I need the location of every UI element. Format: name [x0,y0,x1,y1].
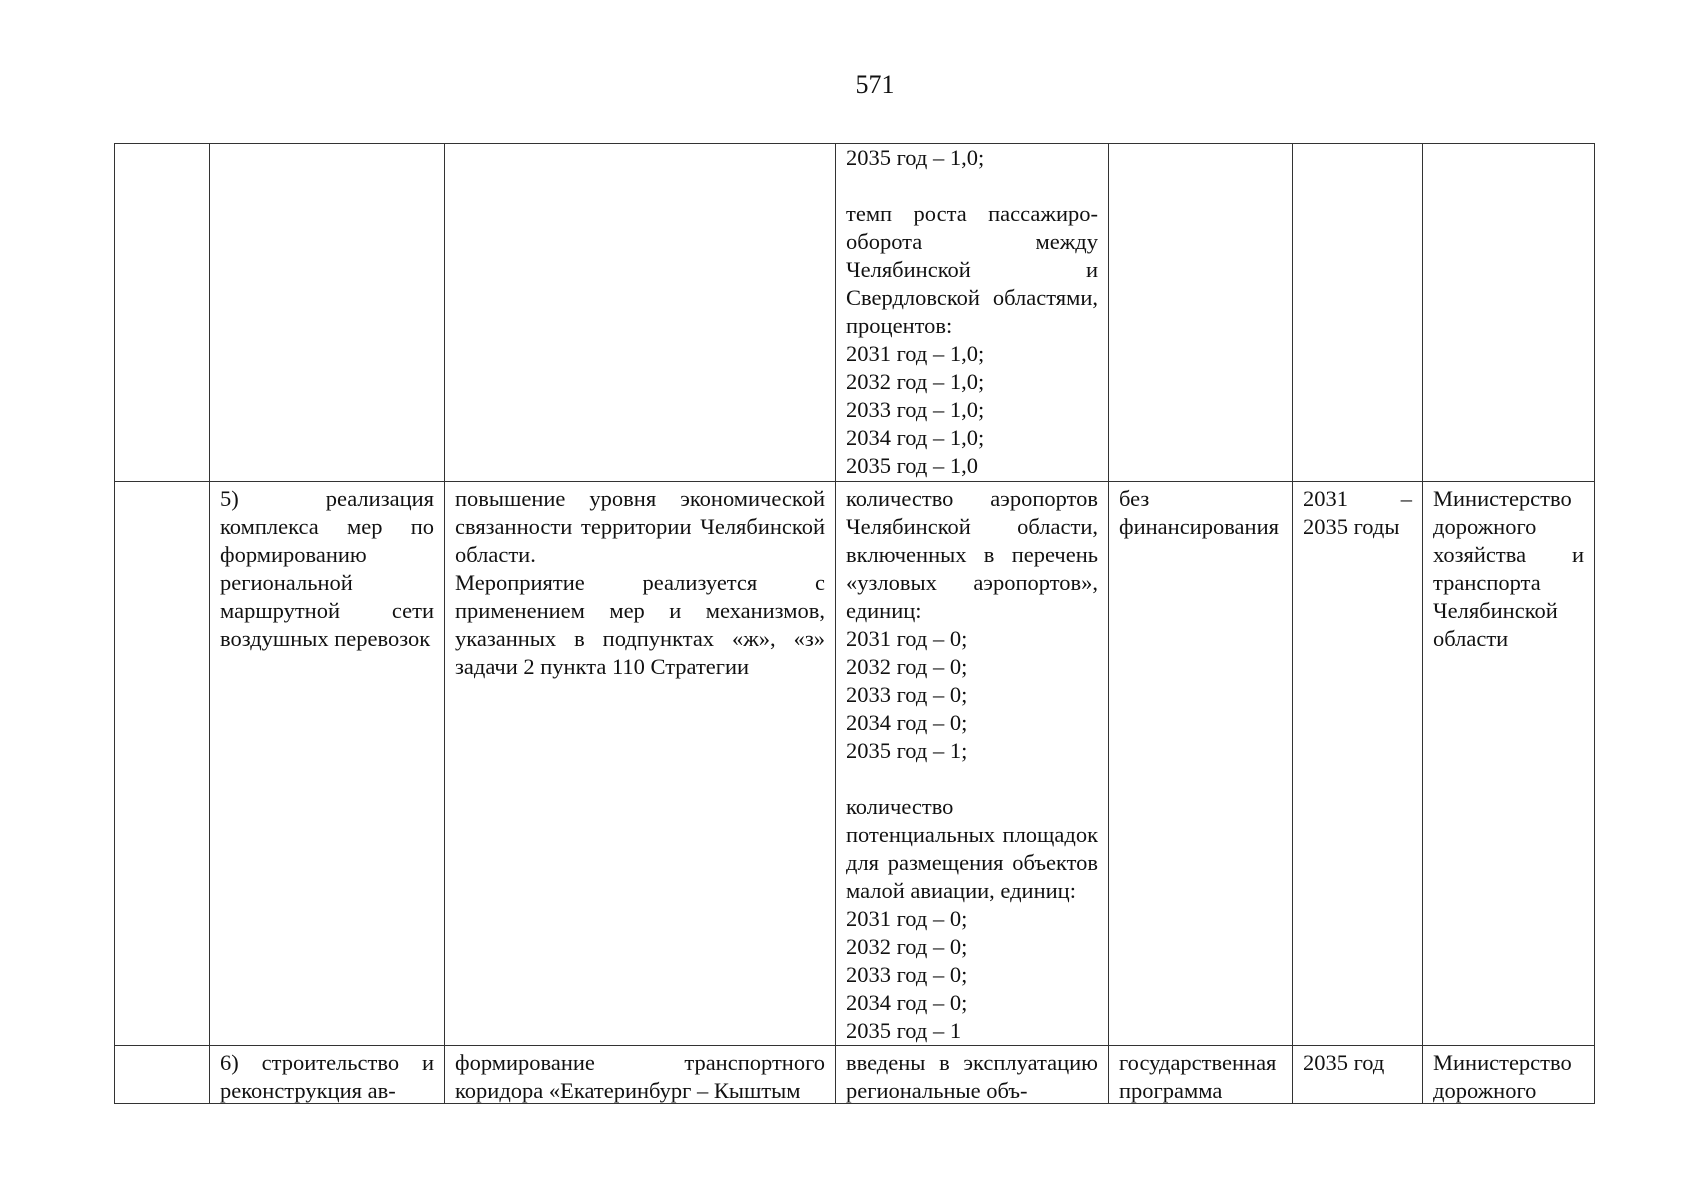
blank-line [846,765,1098,793]
indicator-value: 2035 год – 1 [846,1018,962,1043]
funding-text: без финансирования [1119,486,1279,539]
event-text: 5) реализация комплекса мер по формированию региональной маршрутной сети воздушных перевозок [220,486,434,651]
indicator-title: темп роста пассажиро-оборота между Челябинской и Свердловской областями, процентов: [846,201,1098,338]
cell-event [210,482,445,1046]
executor-text: Министерство дорожного хозяйства и транспорта Челябинской области [1433,486,1584,651]
indicator-title: введены в эксплуатацию региональные объ- [846,1050,1098,1103]
event-text: 6) строительство и реконструкция ав- [220,1050,434,1103]
cell-funding [1109,1046,1293,1104]
cell-number [115,144,210,482]
indicator-value: 2034 год – 0; [846,710,968,735]
cell-result [445,144,836,482]
indicator-value: 2032 год – 1,0; [846,369,985,394]
indicator-value: 2035 год – 1,0 [846,453,978,478]
cell-period [1293,1046,1423,1104]
indicator-title: количество потенциальных площадок для размещения объектов малой авиации, единиц: [846,794,1098,903]
indicator-value: 2034 год – 1,0; [846,425,985,450]
indicator-value: 2034 год – 0; [846,990,968,1015]
executor-text: Министерство дорожного [1433,1050,1572,1103]
indicator-value: 2035 год – 1,0; [846,145,985,170]
result-note: Мероприятие реализуется с применением мер и механизмов, указанных в подпунктах «ж», «з» задачи 2 пункта 110 Стратегии [455,570,825,679]
indicator-value: 2032 год – 0; [846,934,968,959]
cell-event [210,1046,445,1104]
indicator-value: 2033 год – 0; [846,682,968,707]
indicator-value: 2033 год – 0; [846,962,968,987]
result-text: повышение уровня экономической связанности территории Челябинской области. [455,486,825,567]
cell-indicators [836,1046,1109,1104]
program-table [114,143,1595,1104]
period-text: 2031 – 2035 годы [1303,486,1412,539]
cell-indicators [836,144,1109,482]
cell-result [445,482,836,1046]
cell-funding [1109,482,1293,1046]
cell-number [115,1046,210,1104]
cell-period [1293,482,1423,1046]
indicator-value: 2033 год – 1,0; [846,397,985,422]
funding-text: государственная программа [1119,1050,1277,1103]
table-row-continuation [115,144,1595,482]
cell-indicators [836,482,1109,1046]
page-number: 571 [855,70,895,99]
period-text: 2035 год [1303,1050,1385,1075]
cell-period [1293,144,1423,482]
table-row-6 [115,1046,1595,1104]
indicator-value: 2031 год – 0; [846,626,968,651]
indicator-value: 2032 год – 0; [846,654,968,679]
cell-number [115,482,210,1046]
table-row-5 [115,482,1595,1046]
indicator-value: 2031 год – 1,0; [846,341,985,366]
indicator-title: количество аэропортов Челябинской области, включенных в перечень «узловых аэропортов», единиц: [846,486,1098,623]
cell-funding [1109,144,1293,482]
cell-executor [1423,482,1595,1046]
cell-executor [1423,1046,1595,1104]
result-text: формирование транспортного коридора «Екатеринбург – Кыштым [455,1050,825,1103]
indicator-value: 2031 год – 0; [846,906,968,931]
blank-line [846,172,1098,200]
cell-result [445,1046,836,1104]
cell-event [210,144,445,482]
indicator-value: 2035 год – 1; [846,738,968,763]
cell-executor [1423,144,1595,482]
